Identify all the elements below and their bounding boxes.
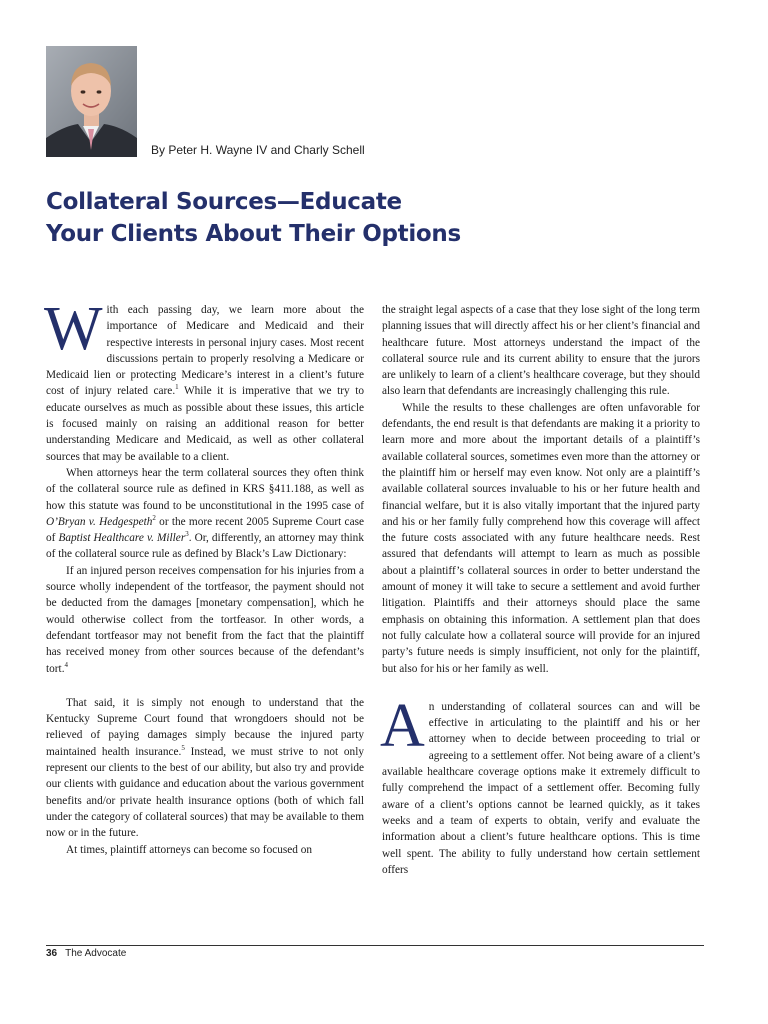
footnote-ref: 4 — [64, 660, 69, 669]
publication-name: The Advocate — [65, 948, 127, 959]
paragraph: At times, plaintiff attorneys can become so focused on — [66, 843, 313, 856]
page-footer — [46, 948, 126, 959]
title-line-2: Your Clients About Their Options — [46, 221, 461, 247]
footer-rule — [46, 945, 704, 946]
block-quote: If an injured person receives compensation for his injuries from a source wholly independent of the tortfeasor, the payment should not be deducted from the damages [monetary compensation], which he would otherwise collect from the tortfeasor. In other words, a defendant tortfeasor may not benefit from the fact that the plaintiff has received money from other sources because of the defendant’s tort.$^4$ — [46, 564, 364, 675]
byline: By Peter H. Wayne IV and Charly Schell — [151, 143, 365, 157]
case-citation: O’Bryan v. Hedgespeth — [46, 515, 153, 528]
paragraph: While the results to these challenges are often unfavorable for defendants, the end result is that defendants are making it a priority to learn more and more about the important details of a plaintiff’s available collateral sources, sometimes even more than the attorney or the plaintiff him or herself may even know. Not only are a plaintiff’s available collateral sources invaluable to his or her future health and financial welfare, but it is also vitally important that the injured party and his or her family fully comprehend how this coverage will affect the future costs associated with any future healthcare needs. Rest assured that defendants will attempt to learn as much as possible about a plaintiff’s collateral sources in order to better understand the amount of money it will take to secure a settlement and avoid further litigation. Plaintiffs and their attorneys should place the same emphasis on obtaining this information. A settlement plan that does not fully calculate how a collateral source will provide for an injured party’s future needs is simply insufficient, not only for the plaintiff, but also for his or her family as well. — [382, 401, 700, 675]
paragraph: With each passing day, we learn more about the importance of Medicare and Medicaid and their respective interests in personal injury cases. Most recent discussions pertain to properly resolving a Medicare or Medicaid lien or protecting Medicare’s interest in a client’s future cost of injury related care.$^1$ While it is imperative that we try to educate ourselves as much as possible about these issues, this article is focused mainly on raising an additional reason for better understanding Medicare and Medicaid, as well as other collateral sources that may be available to a client. — [44, 295, 365, 463]
paragraph: An understanding of collateral sources can and will be effective in articulating to the plaintiff and his or her attorney when to decide between proceeding to trial or agreeing to a settlement offer. Not being aware of a client’s available healthcare coverage options make it extremely difficult to fully comprehend the impact of a settlement offer. Becoming fully aware of a client’s options cannot be learned quickly, as it takes weeks and a team of experts to obtain, verify and evaluate the information about a client’s future healthcare options. This is time well spent. The ability to fully understand how certain settlement offers — [380, 691, 700, 876]
drop-cap: W — [44, 295, 103, 363]
paragraph: When attorneys hear the term collateral sources they often think of the collateral source rule as defined in KRS §411.188, as well as how this statute was found to be unconstitutional in the 1995 case of O’Bryan v. Hedgespeth$^2$ or the more recent 2005 Supreme Court case of Baptist Healthcare v. Miller$^3$. Or, differently, an attorney may think of the collateral source rule as defined by Black’s Law Dictionary: — [46, 466, 364, 561]
page-number: 36 — [46, 948, 58, 959]
section-gap — [382, 677, 700, 699]
paragraph: That said, it is simply not enough to understand that the Kentucky Supreme Court found that wrongdoers should not be relieved of paying damages simply because the injured party maintained health insurance.$^5$ Instead, we must strive to not only represent our clients to the best of our ability, but also try and provide our clients with guidance and education about the various government benefits and/or private health insurance options (both of which fall under the category of collateral sources) that may be available to them now or in the future. — [46, 696, 364, 840]
paragraph: the straight legal aspects of a case that they lose sight of the long term planning issues that will directly affect his or her client’s financial and healthcare future. Most attorneys understand the impact of the collateral source rule and its current ability to ensure that the jurors are unlikely to learn of a client’s healthcare coverage, but they should also learn that defendants are increasingly challenging this rule. — [382, 304, 700, 398]
footnote-ref: 1 — [175, 383, 179, 392]
footnote-ref: 3 — [185, 530, 189, 539]
title-line-1: Collateral Sources—Educate — [46, 189, 402, 215]
section-gap — [46, 677, 364, 695]
footnote-ref: 5 — [181, 743, 185, 752]
article-title — [46, 186, 461, 250]
left-column — [44, 295, 365, 858]
drop-cap: A — [380, 691, 425, 760]
footnote-ref: 2 — [152, 514, 156, 523]
case-citation: Baptist Healthcare v. Miller — [58, 532, 186, 545]
author-photo — [46, 46, 137, 157]
right-column — [382, 302, 700, 878]
